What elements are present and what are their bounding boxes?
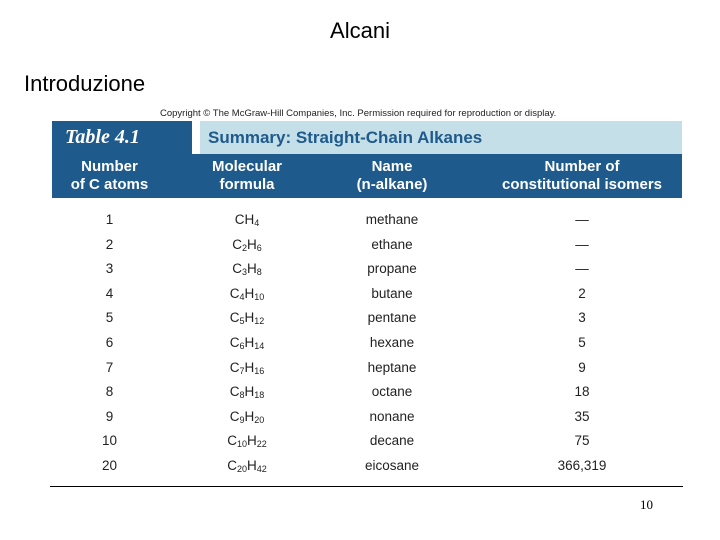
table-banner <box>52 121 682 154</box>
table-row <box>52 454 682 479</box>
isomer-count-cell: 2 <box>578 285 586 301</box>
header-name: Name (n-alkane) <box>356 158 428 193</box>
banner-divider <box>192 121 200 154</box>
formula-element: CH <box>234 212 255 227</box>
header-molecular-formula: Molecular formula <box>211 158 283 193</box>
carbon-count-cell: 2 <box>105 236 114 252</box>
formula-subscript: 18 <box>254 390 265 401</box>
carbon-count-cell: 3 <box>105 261 114 277</box>
formula-element: H <box>247 433 257 449</box>
copyright-notice: Copyright © The McGraw-Hill Companies, Inc. Permission required for reproduction or display. <box>160 108 557 119</box>
formula-subscript: 5 <box>239 316 245 327</box>
alkane-name-cell: pentane <box>367 310 417 326</box>
table-row <box>52 306 682 331</box>
formula-subscript: 4 <box>239 291 245 302</box>
table-row <box>52 331 682 356</box>
formula-element: C <box>229 384 240 400</box>
formula-subscript: 16 <box>254 365 265 376</box>
isomer-count-cell: 18 <box>574 384 590 400</box>
formula-subscript: 6 <box>256 242 262 253</box>
formula-cell <box>187 429 307 454</box>
formula-cell <box>187 356 307 381</box>
formula-element: C <box>229 334 240 350</box>
slide-subtitle: Introduzione <box>24 71 146 96</box>
alkane-name-cell: propane <box>367 261 417 277</box>
alkane-name-cell: ethane <box>371 236 413 252</box>
formula-subscript: 4 <box>254 218 260 228</box>
formula-subscript: 6 <box>239 340 245 351</box>
bottom-divider <box>50 486 683 487</box>
formula-subscript: 10 <box>254 291 265 302</box>
formula-subscript: 2 <box>241 242 247 253</box>
carbon-count-cell: 7 <box>105 359 114 375</box>
table-label: Table 4.1 <box>52 121 192 154</box>
isomer-count-cell: — <box>575 212 589 227</box>
formula-element: C <box>229 359 240 375</box>
alkane-name-cell: eicosane <box>364 457 420 473</box>
isomer-count-cell: 3 <box>578 310 586 326</box>
table-row <box>52 282 682 307</box>
carbon-count-cell: 6 <box>105 334 114 350</box>
header-isomers: Number of constitutional isomers <box>501 158 663 193</box>
isomer-count-cell: 5 <box>578 334 586 350</box>
table-row <box>52 208 682 233</box>
table-row <box>52 429 682 454</box>
formula-subscript: 22 <box>256 439 267 450</box>
slide-title: Alcani <box>330 18 390 43</box>
alkane-name-cell: hexane <box>369 334 415 350</box>
table-row <box>52 380 682 405</box>
formula-cell <box>187 208 307 233</box>
formula-cell <box>187 405 307 430</box>
alkane-name-cell: heptane <box>367 359 417 375</box>
table-header-row <box>52 154 682 198</box>
page-number: 10 <box>640 497 653 512</box>
carbon-count-cell: 5 <box>105 310 114 326</box>
isomer-count-cell: — <box>575 236 589 252</box>
formula-subscript: 9 <box>239 414 245 425</box>
carbon-count-cell: 4 <box>105 285 114 301</box>
isomer-count-cell: — <box>575 261 589 277</box>
carbon-count-cell: 9 <box>105 408 114 424</box>
formula-cell <box>187 380 307 405</box>
alkane-name-cell: methane <box>365 212 419 227</box>
formula-element: H <box>244 359 255 375</box>
formula-subscript: 8 <box>239 390 245 401</box>
formula-cell <box>187 282 307 307</box>
formula-cell <box>187 257 307 282</box>
alkanes-table <box>52 121 682 486</box>
alkane-name-cell: decane <box>369 433 415 449</box>
carbon-count-cell: 8 <box>105 384 114 400</box>
formula-element: H <box>244 408 255 424</box>
carbon-count-cell: 20 <box>101 457 118 473</box>
formula-subscript: 3 <box>241 267 247 278</box>
formula-subscript: 14 <box>254 340 265 351</box>
formula-element: H <box>244 310 255 326</box>
formula-element: C <box>227 433 237 449</box>
isomer-count-cell: 366,319 <box>557 457 607 473</box>
formula-subscript: 42 <box>256 463 267 474</box>
isomer-count-cell: 35 <box>574 408 590 424</box>
formula-subscript: 20 <box>254 414 265 425</box>
formula-cell <box>187 306 307 331</box>
formula-cell <box>187 331 307 356</box>
carbon-count-cell: 10 <box>101 433 118 449</box>
alkane-name-cell: octane <box>371 384 413 400</box>
formula-subscript: 7 <box>239 365 245 376</box>
formula-element: H <box>244 285 255 301</box>
formula-element: H <box>244 384 255 400</box>
formula-element: H <box>247 457 257 473</box>
formula-element: C <box>229 285 240 301</box>
isomer-count-cell: 9 <box>578 359 586 375</box>
formula-subscript: 8 <box>256 267 262 278</box>
formula-element: C <box>229 408 240 424</box>
table-body <box>52 208 682 479</box>
formula-element: C <box>229 310 240 326</box>
table-row <box>52 257 682 282</box>
formula-element: H <box>247 236 257 252</box>
alkane-name-cell: nonane <box>369 408 415 424</box>
table-title: Summary: Straight-Chain Alkanes <box>200 121 682 154</box>
formula-subscript: 10 <box>236 439 247 450</box>
formula-subscript: 12 <box>254 316 265 327</box>
formula-element: C <box>227 457 237 473</box>
isomer-count-cell: 75 <box>574 433 590 449</box>
formula-element: C <box>232 236 242 252</box>
formula-subscript: 20 <box>236 463 247 474</box>
formula-element: C <box>232 261 242 277</box>
formula-element: H <box>247 261 257 277</box>
formula-cell <box>187 454 307 479</box>
carbon-count-cell: 1 <box>105 212 114 227</box>
formula-cell <box>187 233 307 258</box>
header-carbon-count: Number of C atoms <box>70 158 149 193</box>
table-row <box>52 405 682 430</box>
table-row <box>52 233 682 258</box>
alkane-name-cell: butane <box>371 285 413 301</box>
formula-element: H <box>244 334 255 350</box>
table-row <box>52 356 682 381</box>
